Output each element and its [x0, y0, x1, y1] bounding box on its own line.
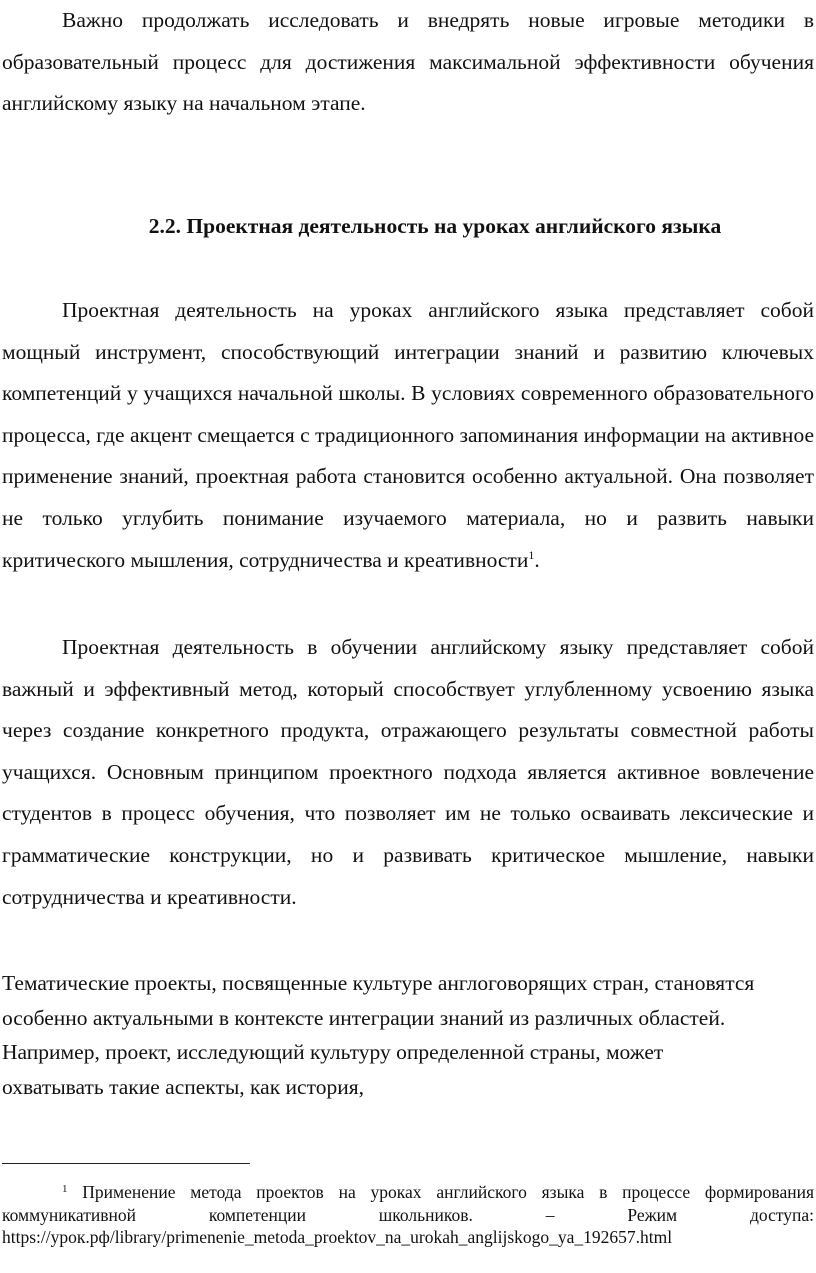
paragraph-project-activity	[2, 290, 814, 581]
paragraph-project-activity-text: Проектная деятельность на уроках английского языка представляет собой мощный инструмент, способствующий интеграции знаний и развитию ключевых компетенций у учащихся начальной школы. В условиях современного образовательного процесса, где акцент смещается с традиционного запоминания информации на активное применение знаний, проектная работа становится особенно актуальной. Она позволяет не только углубить понимание изучаемого материала, но и развить навыки критического мышления, сотрудничества и креативности	[2, 298, 814, 572]
footnote-separator	[2, 1163, 250, 1164]
paragraph-project-method: Проектная деятельность в обучении английскому языку представляет собой важный и эффективный метод, который способствует углубленному усвоению языка через создание конкретного продукта, отражающего результаты совместной работы учащихся. Основным принципом проектного подхода является активное вовлечение студентов в процесс обучения, что позволяет им не только осваивать лексические и грамматические конструкции, но и развивать критическое мышление, навыки сотрудничества и креативности.	[2, 635, 814, 909]
paragraph-end-punctuation: .	[534, 547, 540, 572]
paragraph-intro: Важно продолжать исследовать и внедрять новые игровые методики в образовательный процесс для достижения максимальной эффективности обучения английскому языку на начальном этапе.	[2, 8, 814, 116]
footnote-number: 1	[62, 1183, 68, 1195]
section-heading: 2.2. Проектная деятельность на уроках английского языка	[148, 214, 722, 238]
footnote-text: Применение метода проектов на уроках английского языка в процессе формирования коммуникативной компетенции школьников. – Режим доступа:	[2, 1182, 815, 1225]
footnote-url-link[interactable]: https://урок.рф/library/primenenie_metoda_proektov_na_urokah_anglijskogo_ya_192657.html	[2, 1227, 673, 1247]
paragraph-thematic-projects: Тематические проекты, посвященные культуре англоговорящих стран, становятся особенно актуальными в контексте интеграции знаний из различных областей. Например, проект, исследующий культуру определенной страны, может охватывать такие аспекты, как история,	[2, 971, 755, 1099]
footnote	[2, 1181, 814, 1249]
footnote-reference[interactable]: 1	[528, 547, 535, 562]
